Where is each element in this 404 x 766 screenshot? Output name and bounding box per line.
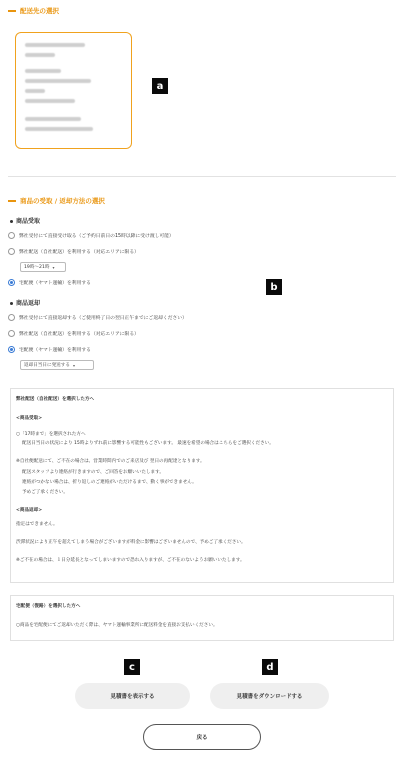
company-info-text: 渋滞状況により正午を超えてしまう場合がございますが料金に影響はございませんので、予めご了承ください。: [16, 540, 246, 545]
return-subheading: [10, 298, 40, 307]
return-subheading-label: 商品返却: [16, 300, 41, 307]
return-option-label: 弊社受付にて直接返却する（ご使用終了日の翌日正午までにご返却ください）: [19, 316, 187, 321]
company-info-title: 弊社配送（自社配送）を選択した方へ: [16, 397, 95, 402]
receive-time-select[interactable]: [20, 262, 66, 272]
radio-button-selected[interactable]: [8, 279, 15, 286]
chevron-down-icon: ▾: [52, 264, 55, 270]
receive-option-company-delivery[interactable]: [8, 248, 139, 255]
company-info-text: 配送スタッフより連絡が行きますので、ご回答をお願いいたします。: [22, 470, 164, 475]
chevron-down-icon: ▾: [72, 362, 75, 368]
company-delivery-info-box: [10, 388, 394, 583]
return-option-label: 宅配便（ヤマト運輸）を利用する: [19, 348, 91, 353]
company-info-text: ○「17時まで」を選択された方へ: [16, 432, 86, 437]
receive-subheading: [10, 216, 40, 225]
marker-c: c: [124, 659, 140, 675]
radio-button[interactable]: [8, 232, 15, 239]
receive-option-counter[interactable]: [8, 232, 174, 239]
company-info-text: 予めご了承ください。: [22, 490, 68, 495]
radio-button[interactable]: [8, 314, 15, 321]
return-option-counter[interactable]: [8, 314, 187, 321]
yamato-info-text: ○商品を宅配便にてご返却いただく際は、ヤマト運輸事業所に配送料金を直接お支払いください。: [16, 623, 218, 628]
back-button[interactable]: 戻る: [143, 724, 261, 750]
bullet-icon: [10, 302, 13, 305]
receive-option-yamato[interactable]: [8, 279, 91, 286]
heading-accent-dash: [8, 200, 16, 202]
return-option-company-delivery[interactable]: [8, 330, 139, 337]
blurred-phone-line: [25, 127, 93, 131]
blurred-company-line: [25, 43, 85, 47]
company-info-text: ※自社便配送にて、ご不在の場合は、営業時間内でのご来店及び 翌日の再配達となります。: [16, 459, 205, 464]
return-date-select[interactable]: [20, 360, 94, 370]
company-return-label: <商品返却>: [16, 508, 43, 513]
company-receive-label: <商品受取>: [16, 416, 43, 421]
marker-a: a: [152, 78, 168, 94]
receive-return-heading-text: 商品の受取 / 返却方法の選択: [20, 197, 105, 205]
blurred-postcode-line: [25, 69, 61, 73]
receive-return-section-heading: [8, 196, 105, 205]
blurred-dept-line: [25, 53, 55, 57]
section-divider: [8, 176, 396, 177]
receive-option-label: 宅配便（ヤマト運輸）を利用する: [19, 281, 91, 286]
blurred-building-line: [25, 99, 75, 103]
bullet-icon: [10, 220, 13, 223]
return-date-value: 返却日当日に発送する: [24, 363, 70, 368]
yamato-info-title: 宅配便（復路）を選択した方へ: [16, 604, 81, 609]
marker-b: b: [266, 279, 282, 295]
radio-button[interactable]: [8, 330, 15, 337]
company-info-text: ※ご不在の場合は、１日分延長となってしまいますので恐れ入りますが、ご不在のないようお願いいたします。: [16, 558, 245, 563]
company-info-text: 連絡がつかない場合は、折り返しのご連絡がいただけるまで、動く事ができません。: [22, 480, 197, 485]
blurred-contact-line: [25, 117, 81, 121]
return-option-label: 弊社配送（自社配送）を利用する（対応エリアに限る）: [19, 332, 139, 337]
company-info-text: 指定はできません。: [16, 522, 58, 527]
receive-option-label: 弊社受付にて直接受け取る（ご予約日前日の15時以降に受け渡し可能）: [19, 234, 174, 239]
download-estimate-button[interactable]: 見積書をダウンロードする: [210, 683, 329, 709]
receive-option-label: 弊社配送（自社配送）を利用する（対応エリアに限る）: [19, 250, 139, 255]
blurred-address-line: [25, 89, 45, 93]
receive-time-value: 19時〜21時: [24, 265, 50, 270]
delivery-section-heading: [8, 6, 59, 15]
heading-accent-dash: [8, 10, 16, 12]
radio-button[interactable]: [8, 248, 15, 255]
receive-subheading-label: 商品受取: [16, 218, 41, 225]
company-info-text: 配送日当日の状況により 15時よりずれ前に影響する可能性もございます。 最速を希望の場合はこちらをご選択ください。: [22, 441, 274, 446]
marker-d: d: [262, 659, 278, 675]
delivery-heading-text: 配送先の選択: [20, 7, 59, 15]
show-estimate-button[interactable]: 見積書を表示する: [75, 683, 190, 709]
delivery-address-card[interactable]: [15, 32, 132, 149]
yamato-info-box: [10, 595, 394, 641]
radio-button-selected[interactable]: [8, 346, 15, 353]
return-option-yamato[interactable]: [8, 346, 91, 353]
blurred-address-line: [25, 79, 91, 83]
